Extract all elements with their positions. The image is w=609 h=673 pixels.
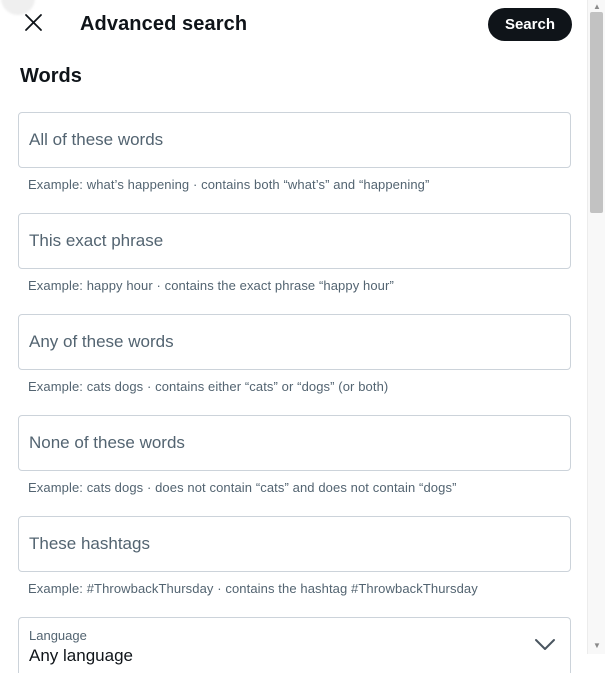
header <box>0 0 572 48</box>
section-title-words: Words <box>20 65 82 87</box>
close-button[interactable] <box>16 7 50 41</box>
chevron-down-icon <box>534 638 556 657</box>
none-of-these-words-input[interactable] <box>18 415 571 471</box>
any-of-these-words-input[interactable] <box>18 314 571 370</box>
scroll-down-icon[interactable]: ▼ <box>593 641 601 650</box>
field-group-all-words <box>18 112 571 193</box>
example-text: Example: cats dogs · does not contain “cats” and does not contain “dogs” <box>28 480 457 495</box>
example-text: Example: happy hour · contains the exact phrase “happy hour” <box>28 278 394 293</box>
field-group-hashtags <box>18 516 571 597</box>
close-icon <box>24 13 43 35</box>
search-button[interactable]: Search <box>488 8 572 41</box>
field-group-none-words <box>18 415 571 496</box>
example-text: Example: #ThrowbackThursday · contains the hashtag #ThrowbackThursday <box>28 581 478 596</box>
scrollbar[interactable] <box>587 0 605 654</box>
page-title: Advanced search <box>80 12 248 35</box>
form-content <box>18 88 571 673</box>
scroll-up-icon[interactable]: ▲ <box>593 2 601 11</box>
language-label: Language <box>29 628 87 643</box>
exact-phrase-input[interactable] <box>18 213 571 269</box>
field-group-any-words <box>18 314 571 395</box>
example-text: Example: what’s happening · contains both “what’s” and “happening” <box>28 177 430 192</box>
field-group-exact-phrase <box>18 213 571 294</box>
example-text: Example: cats dogs · contains either “cats” or “dogs” (or both) <box>28 379 389 394</box>
language-select[interactable] <box>18 617 571 673</box>
scrollbar-thumb[interactable] <box>590 12 603 213</box>
these-hashtags-input[interactable] <box>18 516 571 572</box>
all-of-these-words-input[interactable] <box>18 112 571 168</box>
language-value: Any language <box>29 646 133 665</box>
